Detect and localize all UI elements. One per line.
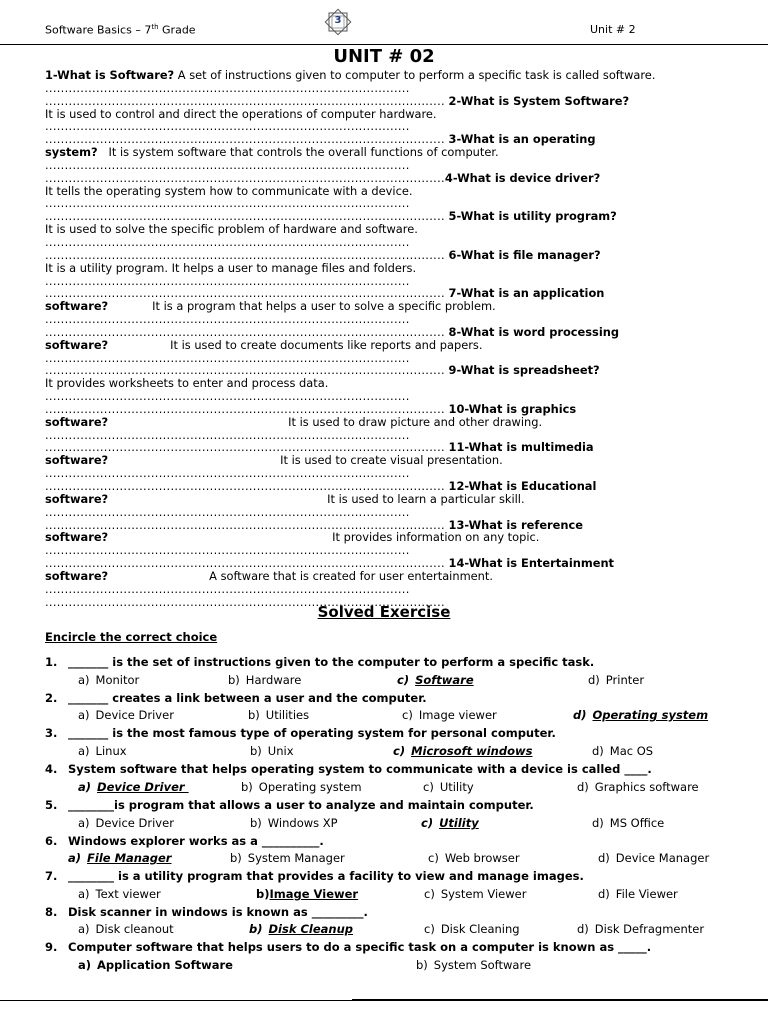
unit-title: UNIT # 02 [333,46,435,67]
question: 8-What is word processing [448,324,619,339]
answer: It is a program that helps a user to solve a specific problem. [152,299,496,314]
dotted-line: ............................................................................................. [45,312,410,327]
question: software? [45,299,109,314]
footer-divider [0,1000,768,1001]
answer: It tells the operating system how to communicate with a device. [45,183,413,198]
mcq-option[interactable]: b) Unix [250,744,294,758]
mcq-question: 6. Windows explorer works as a __________. [45,834,324,848]
dotted-line: ............................................................................................. [45,119,410,134]
dotted-line: ...................................................................................................... [45,209,445,224]
page-number: 3 [334,15,342,26]
question: 14-What is Entertainment [448,556,615,571]
mcq-option-correct[interactable]: c) Utility [421,816,479,830]
mcq-option[interactable]: d) Disk Defragmenter [577,922,705,936]
mcq-option[interactable]: b) Hardware [228,673,302,687]
question: 3-What is an operating [448,132,596,147]
question: 5-What is utility program? [448,209,617,224]
dotted-line: ...................................................................................................... [45,479,445,493]
answer: It is used to control and direct the operations of computer hardware. [45,106,437,121]
mcq-question: 2. _______ creates a link between a user and the computer. [45,691,427,705]
answer: It is used to create documents like reports and papers. [170,337,483,352]
dotted-line: ...................................................................................................... [45,517,445,532]
question: software? [45,337,109,352]
mcq-option[interactable]: c) Web browser [428,851,520,865]
question: software? [45,414,109,429]
mcq-option[interactable]: a) Device Driver [78,708,174,722]
dotted-line: ...................................................................................................... [45,132,445,147]
mcq-option[interactable]: b) System Manager [230,851,345,865]
question: 10-What is graphics [448,401,577,416]
question: 11-What is multimedia [448,440,594,455]
mcq-option[interactable]: c) Utility [423,780,474,794]
dotted-line: ............................................................................................. [45,427,410,442]
dotted-line: ............................................................................................. [45,350,410,365]
mcq-option[interactable]: a) Device Driver [78,816,174,830]
header-unit: Unit # 2 [590,23,636,36]
mcq-question: 7. ________ is a utility program that provides a facility to view and manage images. [45,869,584,883]
question: 4-What is device driver? [444,170,601,185]
qa-item: 1-What is Software? A set of instructions given to computer to perform a specific task is called software. [45,68,656,82]
dotted-line: ............................................................................................. [45,196,410,211]
mcq-option[interactable]: b) System Software [416,958,532,972]
mcq-question: 4. System software that helps operating system to communicate with a device is called ____. [45,762,652,776]
answer: It provides information on any topic. [332,530,540,545]
solved-exercise-title: Solved Exercise [317,603,451,621]
answer: It is system software that controls the overall functions of computer. [97,145,499,160]
question: software? [45,530,109,545]
answer: It is used to draw picture and other drawing. [288,414,543,429]
mcq-question: 9. Computer software that helps users to do a specific task on a computer is known as _____. [45,940,652,954]
mcq-option[interactable]: b) Operating system [241,780,362,794]
dotted-line: ............................................................................................. [45,80,410,95]
qa-section [45,69,735,608]
mcq-option-correct[interactable]: c) Software [397,673,474,687]
mcq-option[interactable]: d) Device Manager [598,851,710,865]
mcq-question: 3. _______ is the most famous type of operating system for personal computer. [45,726,556,740]
mcq-option[interactable]: c) Disk Cleaning [424,922,520,936]
question: 13-What is reference [448,517,583,532]
mcq-question: 5. ________is program that allows a user to analyze and maintain computer. [45,798,534,812]
mcq-option[interactable]: d) Graphics software [577,780,699,794]
dotted-line: ...................................................................................................... [45,170,445,185]
answer: It is used to solve the specific problem of hardware and software. [45,222,418,237]
answer: It is a utility program. It helps a user to manage files and folders. [45,260,417,275]
mcq-option-correct[interactable]: a) Application Software [78,958,233,972]
question: 2-What is System Software? [448,93,630,108]
dotted-line: ...................................................................................................... [45,401,445,416]
dotted-line: ............................................................................................. [45,157,410,172]
mcq-option[interactable]: a) Linux [78,744,127,758]
footer-divider-accent [352,999,768,1000]
dotted-line: ...................................................................................................... [45,324,445,339]
dotted-line: ............................................................................................. [45,543,410,558]
question: 7-What is an application [448,286,605,301]
mcq-option[interactable]: a) Text viewer [78,887,161,901]
question: software? [45,453,109,468]
question: system? [45,145,98,160]
dotted-line: ............................................................................................. [45,466,410,481]
mcq-option[interactable]: a) Disk cleanout [78,922,174,936]
encircle-instruction: Encircle the correct choice [45,630,218,644]
question: 6-What is file manager? [448,247,601,262]
question: software? [45,491,109,506]
dotted-line: ............................................................................................. [45,234,410,249]
answer: It provides worksheets to enter and process data. [45,376,329,391]
header-divider [0,44,768,45]
mcq-option[interactable]: b) Windows XP [250,816,338,830]
dotted-line: ...................................................................................................... [45,440,445,455]
dotted-line: ............................................................................................. [45,273,410,288]
dotted-line: ...................................................................................................... [45,556,445,571]
mcq-question: 8. Disk scanner in windows is known as _________. [45,905,368,919]
question: 9-What is spreadsheet? [448,363,600,378]
mcq-option[interactable]: d) Mac OS [592,744,654,758]
question: 12-What is Educational [448,479,597,493]
mcq-option-correct[interactable]: a) Device Driver [78,780,189,794]
answer: It is used to create visual presentation. [280,453,503,468]
mcq-option-correct[interactable]: a) File Manager [68,851,172,865]
mcq-option-correct[interactable]: b) Disk Cleanup [249,922,354,936]
mcq-option[interactable]: a) Monitor [78,673,140,687]
dotted-line: ...................................................................................................... [45,594,445,609]
mcq-option[interactable]: d) Printer [588,673,645,687]
question: software? [45,568,109,583]
mcq-option-correct[interactable]: d) Operating system [573,708,709,722]
dotted-line: ...................................................................................................... [45,363,445,378]
mcq-option[interactable]: d) File Viewer [598,887,678,901]
mcq-option-correct[interactable]: b)Image Viewer [256,887,359,901]
answer: A software that is created for user entertainment. [209,568,493,583]
mcq-question: 1. _______ is the set of instructions given to the computer to perform a specific task. [45,655,595,669]
dotted-line: ...................................................................................................... [45,247,445,262]
dotted-line: ............................................................................................. [45,581,410,596]
mcq-option-correct[interactable]: c) Microsoft windows [393,744,533,758]
header-subject: Software Basics – 7th Grade [45,23,196,37]
mcq-option[interactable]: d) MS Office [592,816,665,830]
dotted-line: ...................................................................................................... [45,286,445,301]
dotted-line: ............................................................................................. [45,504,410,519]
mcq-option[interactable]: c) Image viewer [402,708,497,722]
mcq-option[interactable]: b) Utilities [248,708,310,722]
dotted-line: ...................................................................................................... [45,93,445,108]
mcq-option[interactable]: c) System Viewer [424,887,527,901]
dotted-line: ............................................................................................. [45,389,410,404]
answer: It is used to learn a particular skill. [327,491,525,506]
